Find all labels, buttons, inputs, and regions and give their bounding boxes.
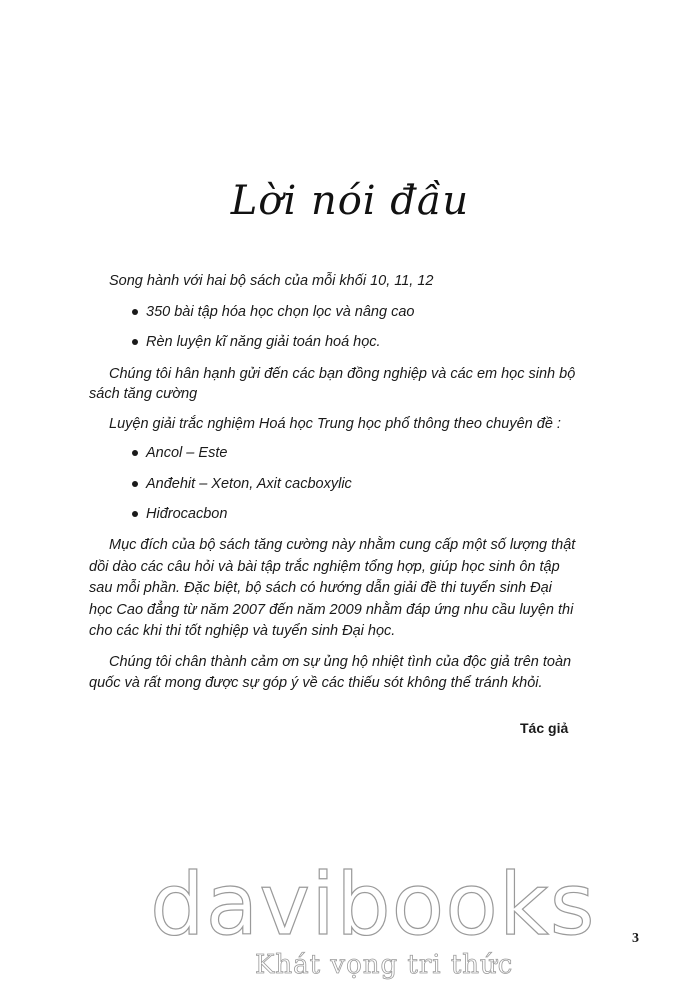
series-one-item: Rèn luyện kĩ năng giải toán hoá học.: [108, 332, 381, 353]
author-signature: Tác giả: [520, 720, 569, 736]
page-number: 3: [632, 931, 639, 946]
thanks-line-1: Chúng tôi hân hạnh gửi đến các bạn đồng nghiệp và các em học sinh bộ: [109, 366, 576, 382]
series-one-item: 350 bài tập hóa học chọn lọc và nâng cao: [108, 302, 414, 323]
purpose-line: dồi dào các câu hỏi và bài tập trắc nghiệm tổng hợp, giúp học sinh ôn tập: [89, 559, 560, 575]
series-two-title: Luyện giải trắc nghiệm Hoá học Trung học phổ thông theo chuyên đề :: [109, 416, 561, 432]
series-two-item: Ancol – Este: [108, 443, 227, 464]
purpose-line: Mục đích của bộ sách tăng cường này nhằm cung cấp một số lượng thật: [109, 537, 576, 553]
watermark-logo: davibooks: [150, 855, 596, 955]
series-two-item: Hiđrocacbon: [108, 504, 227, 525]
closing-line: Chúng tôi chân thành cảm ơn sự ủng hộ nhiệt tình của độc giả trên toàn: [109, 654, 572, 670]
purpose-line: cho các khi thi tốt nghiệp và tuyển sinh Đại học.: [89, 623, 396, 639]
series-two-item: Anđehit – Xeton, Axit cacboxylic: [108, 474, 352, 495]
watermark-tagline: Khát vọng tri thức: [255, 950, 514, 980]
purpose-line: sau mỗi phần. Đặc biệt, bộ sách có hướng dẫn giải đề thi tuyển sinh Đại: [89, 580, 552, 596]
intro-line: Song hành với hai bộ sách của mỗi khối 10, 11, 12: [109, 273, 434, 289]
closing-line: quốc và rất mong được sự góp ý về các thiếu sót không thể tránh khỏi.: [89, 675, 543, 691]
thanks-line-2: sách tăng cường: [89, 386, 198, 402]
purpose-line: học Cao đẳng từ năm 2007 đến năm 2009 nhằm đáp ứng nhu cầu luyện thi: [89, 602, 574, 618]
page-title: Lời nói đầu: [230, 178, 470, 224]
